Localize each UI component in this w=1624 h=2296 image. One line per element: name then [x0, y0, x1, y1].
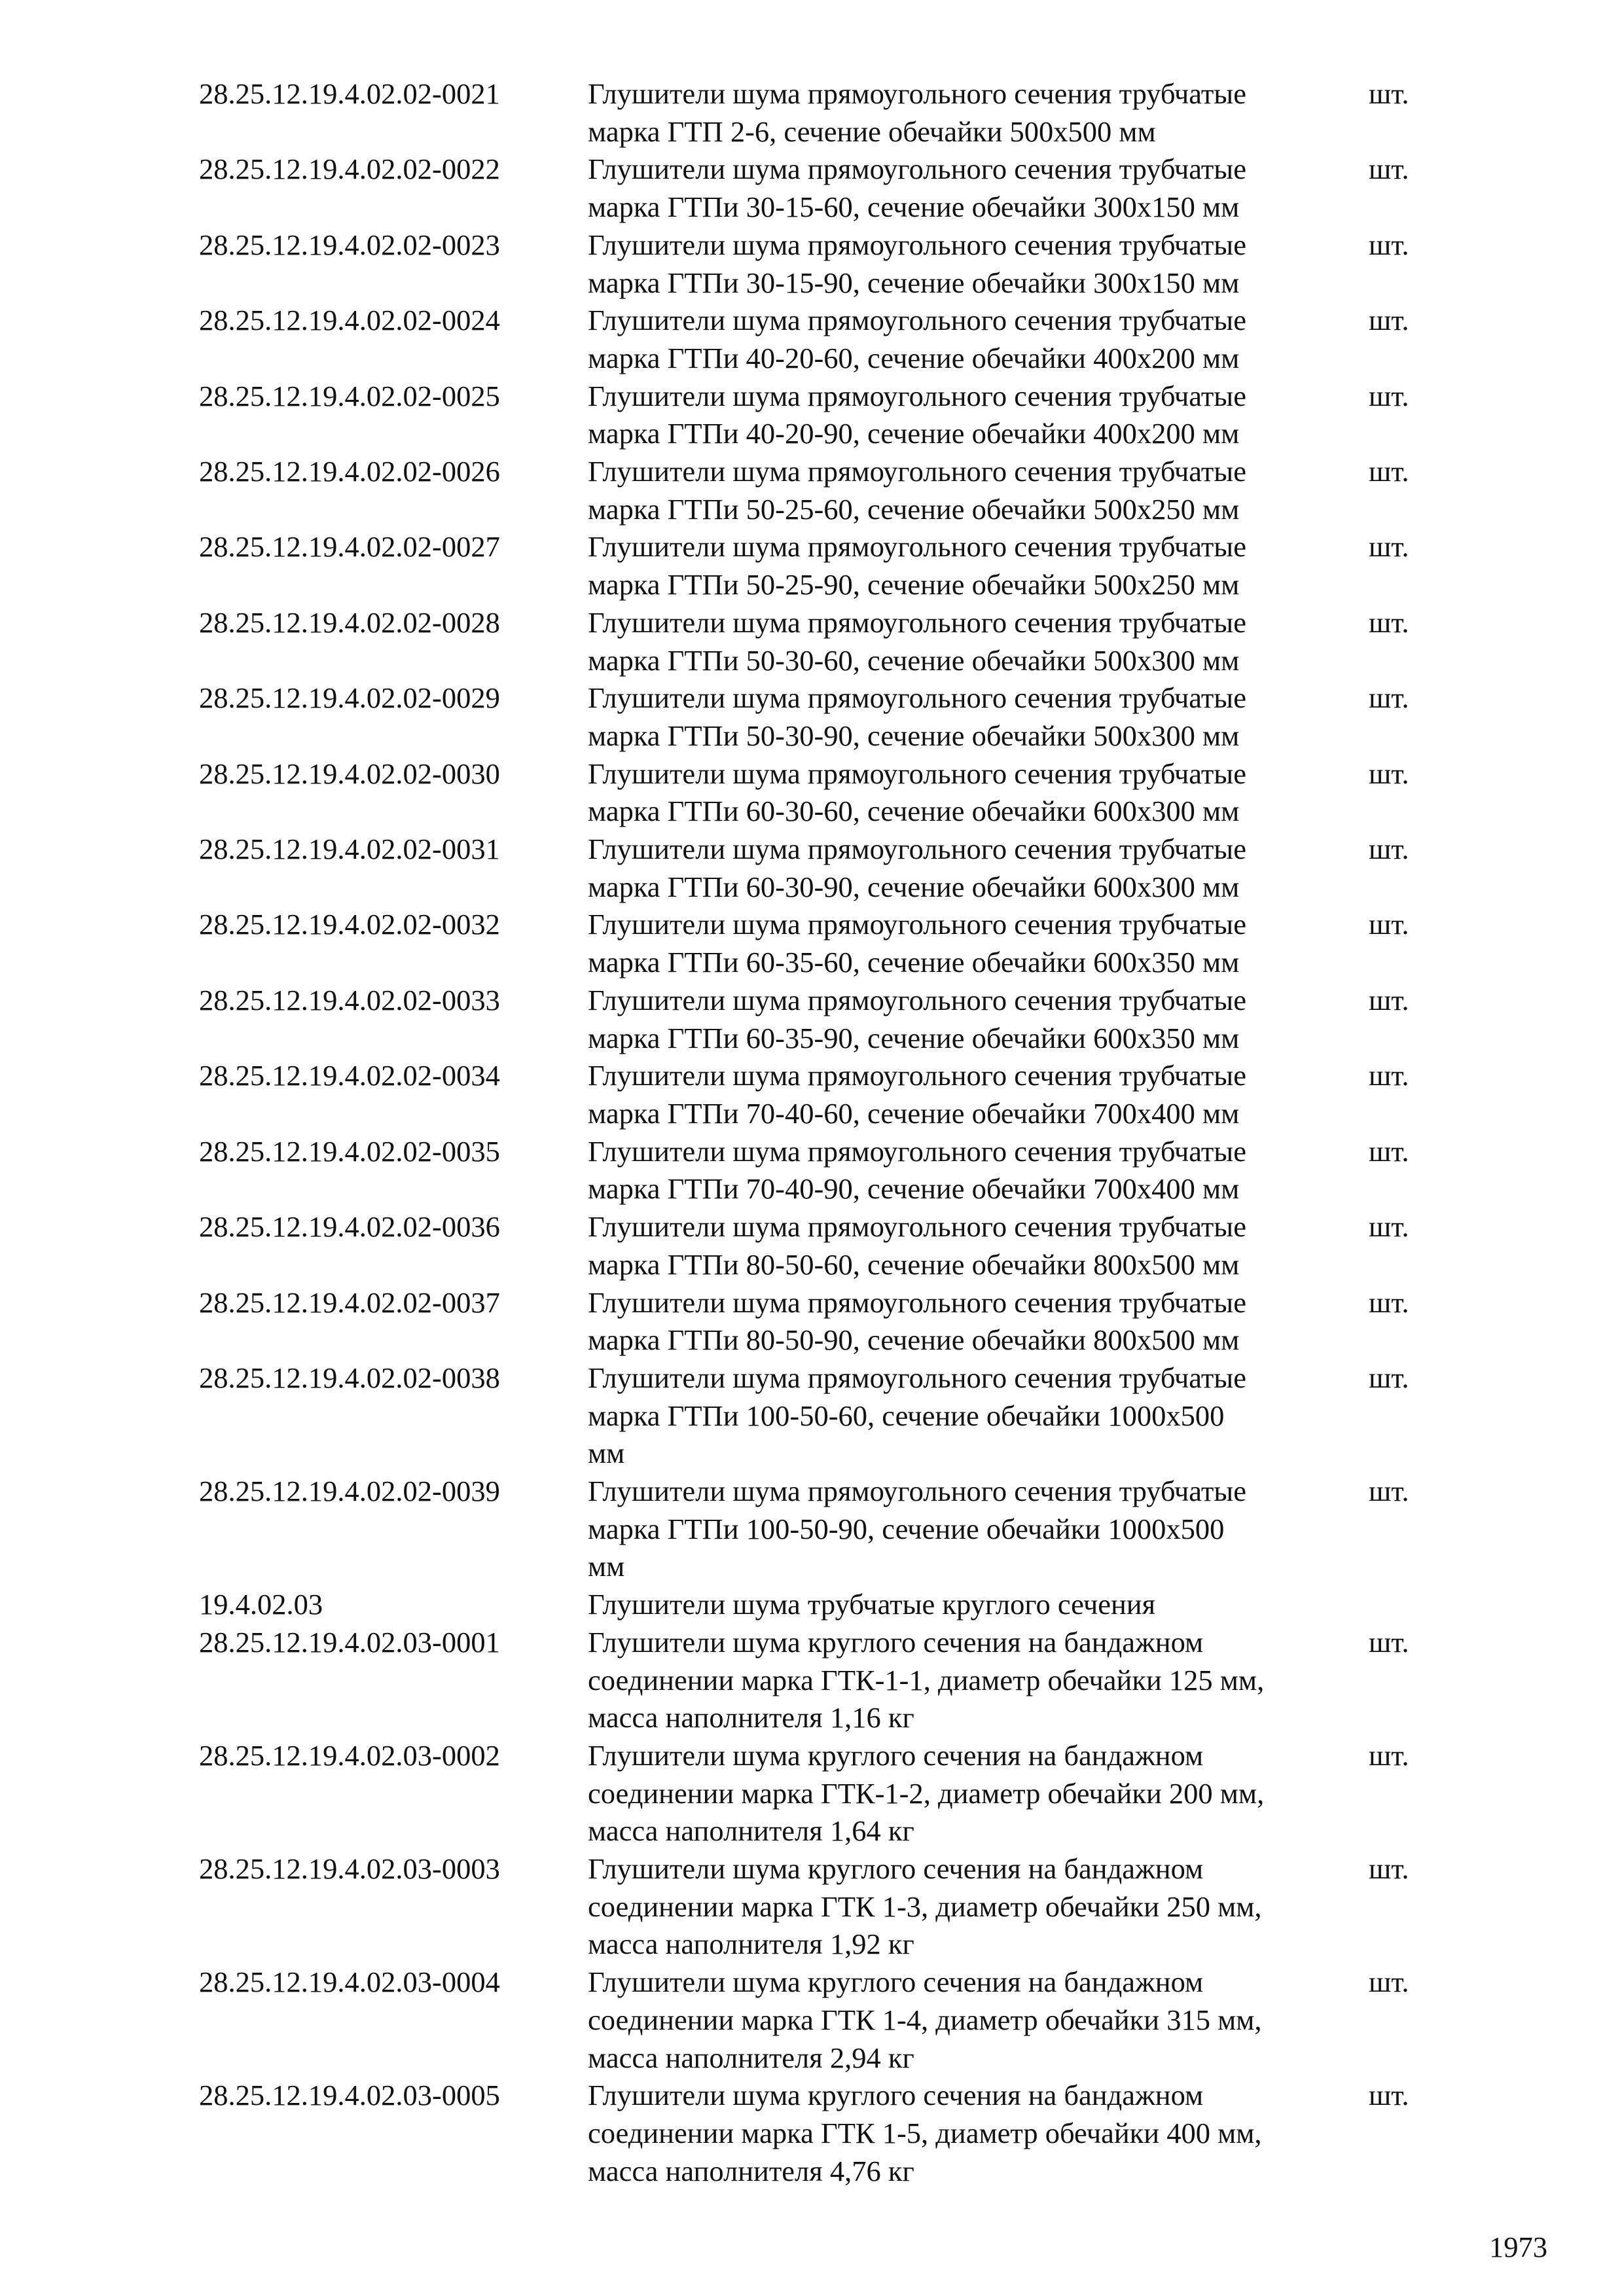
list-item — [199, 75, 1443, 151]
list-item — [199, 755, 1443, 831]
item-code: 28.25.12.19.4.02.03-0005 — [199, 2079, 500, 2112]
section-title: Глушители шума трубчатые круглого сечения — [588, 1588, 1156, 1621]
item-code: 28.25.12.19.4.02.02-0027 — [199, 530, 500, 564]
item-unit: шт. — [1369, 304, 1409, 337]
item-code: 28.25.12.19.4.02.03-0003 — [199, 1852, 500, 1886]
list-item — [199, 982, 1443, 1057]
item-code: 28.25.12.19.4.02.02-0039 — [199, 1475, 500, 1508]
item-unit: шт. — [1369, 77, 1409, 110]
resource-list — [199, 75, 1443, 2190]
list-item — [199, 1964, 1443, 2077]
item-code: 28.25.12.19.4.02.02-0025 — [199, 379, 500, 412]
item-code: 28.25.12.19.4.02.02-0022 — [199, 152, 500, 186]
list-item — [199, 1057, 1443, 1132]
item-unit: шт. — [1369, 152, 1409, 186]
item-unit: шт. — [1369, 228, 1409, 261]
item-description: Глушители шума прямоугольного сечения трубчатые марка ГТПи 70-40-90, сечение обечайки 700х400 мм — [588, 1134, 1246, 1206]
item-unit: шт. — [1369, 1059, 1409, 1092]
page-number: 1973 — [1489, 2231, 1547, 2263]
section-header-row — [199, 1586, 1443, 1624]
item-description: Глушители шума прямоугольного сечения трубчатые марка ГТПи 60-35-90, сечение обечайки 600х350 мм — [588, 983, 1246, 1054]
list-item — [199, 226, 1443, 302]
item-description: Глушители шума прямоугольного сечения трубчатые марка ГТПи 70-40-60, сечение обечайки 700х400 мм — [588, 1059, 1246, 1130]
section-code: 19.4.02.03 — [199, 1588, 323, 1621]
list-item — [199, 528, 1443, 603]
item-code: 28.25.12.19.4.02.02-0038 — [199, 1361, 500, 1394]
item-description: Глушители шума прямоугольного сечения трубчатые марка ГТПи 50-25-60, сечение обечайки 500х250 мм — [588, 455, 1246, 526]
item-unit: шт. — [1369, 833, 1409, 866]
item-code: 28.25.12.19.4.02.02-0036 — [199, 1210, 500, 1244]
list-item — [199, 604, 1443, 679]
item-description: Глушители шума прямоугольного сечения трубчатые марка ГТПи 60-30-60, сечение обечайки 600х300 мм — [588, 757, 1246, 828]
item-description: Глушители шума прямоугольного сечения трубчатые марка ГТПи 60-35-60, сечение обечайки 600х350 мм — [588, 908, 1246, 979]
list-item — [199, 1624, 1443, 1737]
item-unit: шт. — [1369, 983, 1409, 1016]
item-unit: шт. — [1369, 681, 1409, 715]
list-item — [199, 1473, 1443, 1586]
item-code: 28.25.12.19.4.02.02-0033 — [199, 983, 500, 1016]
list-item — [199, 1284, 1443, 1359]
item-code: 28.25.12.19.4.02.02-0026 — [199, 455, 500, 488]
list-item — [199, 1850, 1443, 1964]
list-item — [199, 453, 1443, 528]
item-code: 28.25.12.19.4.02.02-0030 — [199, 757, 500, 790]
list-item — [199, 378, 1443, 453]
item-unit: шт. — [1369, 1625, 1409, 1659]
item-description: Глушители шума прямоугольного сечения трубчатые марка ГТПи 40-20-60, сечение обечайки 400х200 мм — [588, 304, 1246, 374]
item-description: Глушители шума прямоугольного сечения трубчатые марка ГТПи 80-50-60, сечение обечайки 800х500 мм — [588, 1210, 1246, 1281]
list-item — [199, 906, 1443, 981]
item-description: Глушители шума прямоугольного сечения трубчатые марка ГТПи 30-15-60, сечение обечайки 300х150 мм — [588, 152, 1246, 224]
item-code: 28.25.12.19.4.02.02-0021 — [199, 77, 500, 110]
item-unit: шт. — [1369, 1361, 1409, 1394]
list-item — [199, 302, 1443, 377]
item-description: Глушители шума круглого сечения на бандажном соединении марка ГТК-1-2, диаметр обечайки 200 мм, масса наполнителя 1,64 кг — [588, 1738, 1265, 1848]
item-description: Глушители шума прямоугольного сечения трубчатые марка ГТП 2-6, сечение обечайки 500х500 мм — [588, 77, 1246, 148]
item-code: 28.25.12.19.4.02.03-0001 — [199, 1625, 500, 1659]
item-code: 28.25.12.19.4.02.02-0023 — [199, 228, 500, 261]
item-unit: шт. — [1369, 1285, 1409, 1319]
list-item — [199, 151, 1443, 226]
item-unit: шт. — [1369, 1210, 1409, 1244]
item-description: Глушители шума круглого сечения на бандажном соединении марка ГТК 1-4, диаметр обечайки 315 мм, масса наполнителя 2,94 кг — [588, 1965, 1262, 2074]
item-description: Глушители шума круглого сечения на бандажном соединении марка ГТК 1-3, диаметр обечайки 250 мм, масса наполнителя 1,92 кг — [588, 1852, 1262, 1961]
item-unit: шт. — [1369, 1738, 1409, 1772]
item-description: Глушители шума прямоугольного сечения трубчатые марка ГТПи 80-50-90, сечение обечайки 800х500 мм — [588, 1285, 1246, 1357]
item-unit: шт. — [1369, 455, 1409, 488]
list-item — [199, 1737, 1443, 1850]
list-item — [199, 831, 1443, 906]
item-code: 28.25.12.19.4.02.02-0028 — [199, 605, 500, 639]
item-code: 28.25.12.19.4.02.03-0004 — [199, 1965, 500, 1999]
item-unit: шт. — [1369, 1475, 1409, 1508]
item-description: Глушители шума круглого сечения на бандажном соединении марка ГТК 1-5, диаметр обечайки 400 мм, масса наполнителя 4,76 кг — [588, 2079, 1262, 2187]
item-description: Глушители шума прямоугольного сечения трубчатые марка ГТПи 50-25-90, сечение обечайки 500х250 мм — [588, 530, 1246, 601]
item-code: 28.25.12.19.4.02.02-0029 — [199, 681, 500, 715]
item-code: 28.25.12.19.4.02.02-0032 — [199, 908, 500, 941]
item-description: Глушители шума прямоугольного сечения трубчатые марка ГТПи 50-30-90, сечение обечайки 500х300 мм — [588, 681, 1246, 752]
item-description: Глушители шума прямоугольного сечения трубчатые марка ГТПи 60-30-90, сечение обечайки 600х300 мм — [588, 833, 1246, 903]
item-code: 28.25.12.19.4.02.02-0035 — [199, 1134, 500, 1168]
item-code: 28.25.12.19.4.02.02-0024 — [199, 304, 500, 337]
item-unit: шт. — [1369, 530, 1409, 564]
item-unit: шт. — [1369, 757, 1409, 790]
item-unit: шт. — [1369, 2079, 1409, 2112]
item-description: Глушители шума прямоугольного сечения трубчатые марка ГТПи 100-50-60, сечение обечайки 1000х500 мм — [588, 1361, 1246, 1470]
item-code: 28.25.12.19.4.02.02-0037 — [199, 1285, 500, 1319]
item-unit: шт. — [1369, 1852, 1409, 1886]
list-item — [199, 1133, 1443, 1208]
item-unit: шт. — [1369, 908, 1409, 941]
item-unit: шт. — [1369, 379, 1409, 412]
item-code: 28.25.12.19.4.02.02-0034 — [199, 1059, 500, 1092]
item-description: Глушители шума прямоугольного сечения трубчатые марка ГТПи 100-50-90, сечение обечайки 1000х500 мм — [588, 1475, 1246, 1583]
item-description: Глушители шума прямоугольного сечения трубчатые марка ГТПи 40-20-90, сечение обечайки 400х200 мм — [588, 379, 1246, 450]
item-description: Глушители шума круглого сечения на бандажном соединении марка ГТК-1-1, диаметр обечайки 125 мм, масса наполнителя 1,16 кг — [588, 1625, 1265, 1734]
item-code: 28.25.12.19.4.02.03-0002 — [199, 1738, 500, 1772]
list-item — [199, 679, 1443, 755]
item-unit: шт. — [1369, 605, 1409, 639]
list-item — [199, 1208, 1443, 1283]
list-item — [199, 2077, 1443, 2190]
item-description: Глушители шума прямоугольного сечения трубчатые марка ГТПи 50-30-60, сечение обечайки 500х300 мм — [588, 605, 1246, 677]
item-unit: шт. — [1369, 1134, 1409, 1168]
list-item — [199, 1359, 1443, 1473]
item-code: 28.25.12.19.4.02.02-0031 — [199, 833, 500, 866]
item-unit: шт. — [1369, 1965, 1409, 1999]
item-description: Глушители шума прямоугольного сечения трубчатые марка ГТПи 30-15-90, сечение обечайки 300х150 мм — [588, 228, 1246, 299]
